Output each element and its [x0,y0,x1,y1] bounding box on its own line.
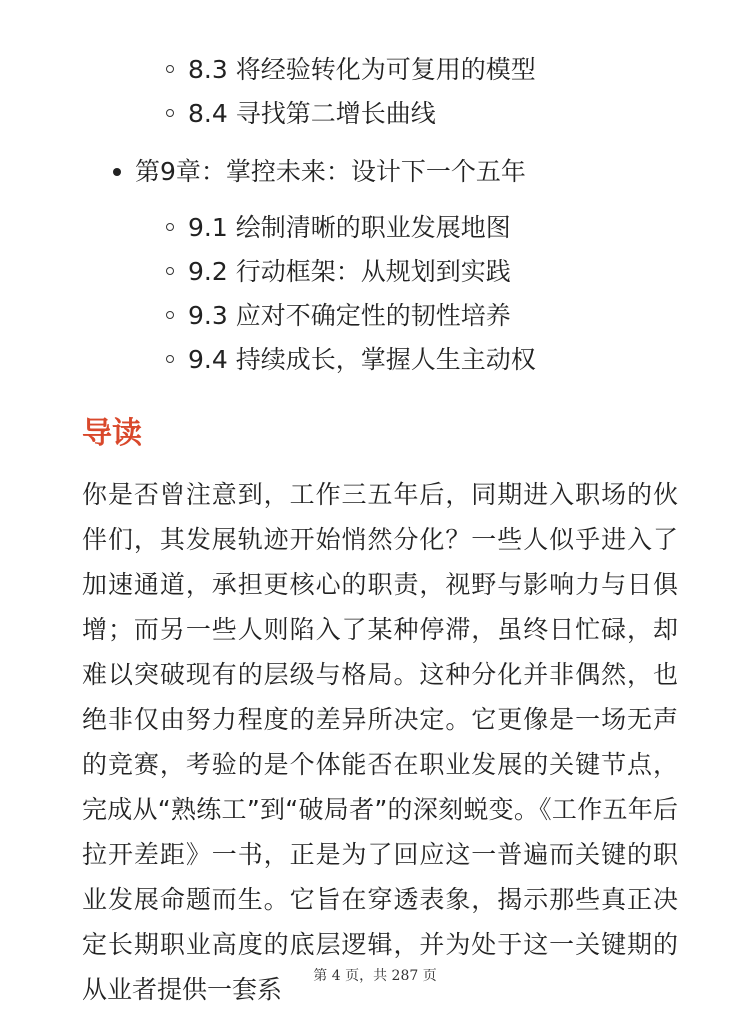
toc-chapter-label: 第9章：掌控未来：设计下一个五年 [135,157,526,186]
circle-bullet-icon [166,109,174,117]
section-heading: 导读 [82,416,142,451]
toc-item-9-1 [166,206,726,250]
chapter9-section-list [166,206,726,382]
toc-item-8-4 [166,92,726,136]
chapter8-section-list [166,48,726,136]
circle-bullet-icon [166,355,174,363]
toc-item-8-3 [166,48,726,92]
circle-bullet-icon [166,65,174,73]
toc-chapter-9 [113,150,526,194]
circle-bullet-icon [166,267,174,275]
toc-item-label: 9.2 行动框架：从规划到实践 [188,257,511,286]
toc-item-9-4 [166,338,726,382]
circle-bullet-icon [166,223,174,231]
disc-bullet-icon [113,168,121,176]
intro-paragraph: 你是否曾注意到，工作三五年后，同期进入职场的伙伴们，其发展轨迹开始悄然分化？一些人似乎进入了加速通道，承担更核心的职责，视野与影响力与日俱增；而另一些人则陷入了某种停滞，虽终日忙碌，却难以突破现有的层级与格局。这种分化并非偶然，也绝非仅由努力程度的差异所决定。它更像是一场无声的竞赛，考验的是个体能否在职业发展的关键节点，完成从“熟练工”到“破局者”的深刻蜕变。《工作五年后拉开差距》一书，正是为了回应这一普遍而关键的职业发展命题而生。它旨在穿透表象，揭示那些真正决定长期职业高度的底层逻辑，并为处于这一关键期的从业者提供一套系 [82,480,678,1004]
toc-item-label: 9.1 绘制清晰的职业发展地图 [188,213,511,242]
circle-bullet-icon [166,311,174,319]
toc-item-9-2 [166,250,726,294]
toc-item-label: 8.4 寻找第二增长曲线 [188,99,436,128]
toc-item-label: 9.3 应对不确定性的韧性培养 [188,301,511,330]
toc-item-label: 9.4 持续成长，掌握人生主动权 [188,345,536,374]
toc-item-label: 8.3 将经验转化为可复用的模型 [188,55,536,84]
toc-item-9-3 [166,294,726,338]
page-number: 第 4 页，共 287 页 [313,968,437,984]
